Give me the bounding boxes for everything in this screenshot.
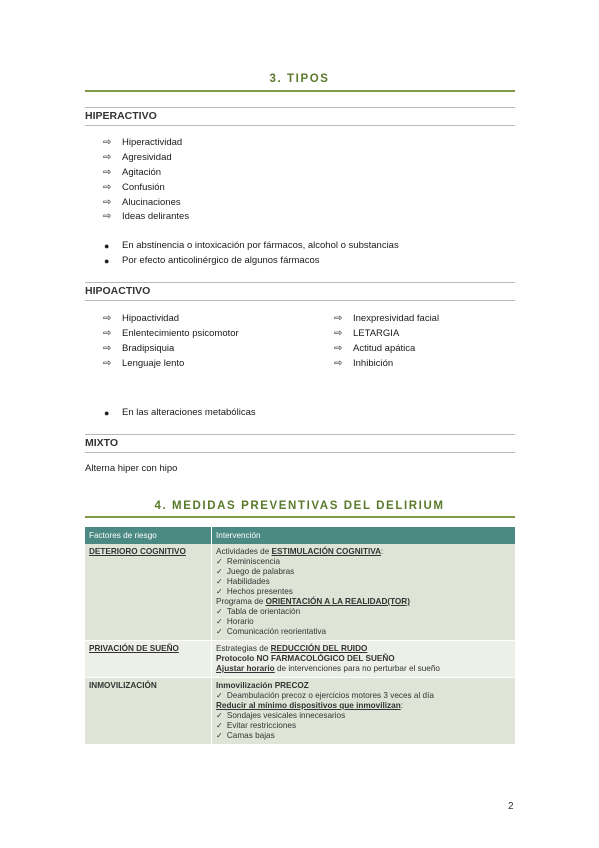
bullet-item: ● En las alteraciones metabólicas bbox=[104, 407, 256, 418]
arrow-right-icon: ⇨ bbox=[103, 343, 112, 354]
title-underline bbox=[85, 516, 515, 518]
list-item: ⇨ Enlentecimiento psicomotor bbox=[103, 328, 239, 339]
divider bbox=[85, 282, 515, 283]
bullet-icon: ● bbox=[104, 407, 110, 418]
header-intervencion: Intervención bbox=[212, 527, 516, 544]
list-item: ⇨ Alucinaciones bbox=[103, 197, 181, 208]
intervention-cell: Estrategias de REDUCCIÓN DEL RUIDO Protocolo NO FARMACOLÓGICO DEL SUEÑO Ajustar horario de intervenciones para no perturbar el sueño bbox=[212, 641, 516, 678]
section-title-medidas: 4. MEDIDAS PREVENTIVAS DEL DELIRIUM bbox=[154, 500, 445, 512]
heading-mixto: MIXTO bbox=[85, 437, 119, 449]
arrow-right-icon: ⇨ bbox=[103, 182, 112, 193]
intervention-cell: Actividades de ESTIMULACIÓN COGNITIVA: ✓ Reminiscencia ✓ Juego de palabras ✓ Habilidades ✓ Hechos presentes Programa de ORIENTACIÓN A LA REALIDAD(TOR) ✓ Tabla de orientación ✓ Horario ✓ Comunicación reorientativa bbox=[212, 544, 516, 641]
arrow-right-icon: ⇨ bbox=[103, 152, 112, 163]
list-item: ⇨ Hiperactividad bbox=[103, 137, 183, 148]
arrow-right-icon: ⇨ bbox=[334, 313, 343, 324]
check-item: ✓ Deambulación precoz o ejercicios motores 3 veces al día bbox=[216, 691, 511, 701]
check-item: ✓ Tabla de orientación bbox=[216, 607, 511, 617]
bullet-icon: ● bbox=[104, 240, 110, 251]
factor-cell: INMOVILIZACIÓN bbox=[85, 678, 212, 745]
list-item: ⇨ Ideas delirantes bbox=[103, 211, 190, 222]
list-item: ⇨ Agresividad bbox=[103, 152, 172, 163]
check-item: ✓ Juego de palabras bbox=[216, 567, 511, 577]
divider bbox=[85, 452, 515, 453]
list-item: ⇨ Lenguaje lento bbox=[103, 358, 185, 369]
arrow-right-icon: ⇨ bbox=[334, 328, 343, 339]
check-item: ✓ Comunicación reorientativa bbox=[216, 627, 511, 637]
mixto-text: Alterna hiper con hipo bbox=[85, 463, 178, 474]
table-row bbox=[85, 641, 515, 678]
check-item: ✓ Horario bbox=[216, 617, 511, 627]
divider bbox=[85, 107, 515, 108]
factor-cell: PRIVACIÓN DE SUEÑO bbox=[85, 641, 212, 678]
arrow-right-icon: ⇨ bbox=[103, 197, 112, 208]
arrow-right-icon: ⇨ bbox=[334, 343, 343, 354]
header-factores: Factores de riesgo bbox=[85, 527, 212, 544]
section-title-tipos: 3. TIPOS bbox=[269, 73, 330, 85]
arrow-right-icon: ⇨ bbox=[103, 137, 112, 148]
heading-hipoactivo: HIPOACTIVO bbox=[85, 285, 151, 297]
list-item: ⇨ LETARGIA bbox=[334, 328, 400, 339]
check-item: ✓ Reminiscencia bbox=[216, 557, 511, 567]
list-item: ⇨ Bradipsiquia bbox=[103, 343, 175, 354]
divider bbox=[85, 125, 515, 126]
list-item: ⇨ Agitación bbox=[103, 167, 162, 178]
heading-hiperactivo: HIPERACTIVO bbox=[85, 110, 157, 122]
arrow-right-icon: ⇨ bbox=[103, 358, 112, 369]
list-item: ⇨ Inexpresividad facial bbox=[334, 313, 440, 324]
arrow-right-icon: ⇨ bbox=[103, 328, 112, 339]
title-underline bbox=[85, 90, 515, 92]
intervention-cell: Inmovilización PRECOZ ✓ Deambulación precoz o ejercicios motores 3 veces al día Reducir al mínimo dispositivos que inmovilizan: ✓ Sondajes vesicales innecesarios ✓ Evitar restricciones ✓ Camas bajas bbox=[212, 678, 516, 745]
bullet-item: ● Por efecto anticolinérgico de algunos fármacos bbox=[104, 255, 320, 266]
check-item: ✓ Hechos presentes bbox=[216, 587, 511, 597]
list-item: ⇨ Hipoactividad bbox=[103, 313, 180, 324]
factor-cell: DETERIORO COGNITIVO bbox=[85, 544, 212, 641]
list-item: ⇨ Confusión bbox=[103, 182, 165, 193]
table-row bbox=[85, 544, 515, 641]
arrow-right-icon: ⇨ bbox=[103, 313, 112, 324]
check-item: ✓ Sondajes vesicales innecesarios bbox=[216, 711, 511, 721]
page-number: 2 bbox=[508, 801, 514, 812]
check-item: ✓ Camas bajas bbox=[216, 731, 511, 741]
arrow-right-icon: ⇨ bbox=[103, 167, 112, 178]
table-row bbox=[85, 678, 515, 745]
arrow-right-icon: ⇨ bbox=[334, 358, 343, 369]
list-item: ⇨ Actitud apática bbox=[334, 343, 416, 354]
table-header-row bbox=[85, 527, 515, 544]
bullet-item: ● En abstinencia o intoxicación por fármacos, alcohol o substancias bbox=[104, 240, 399, 251]
divider bbox=[85, 300, 515, 301]
preventive-measures-table bbox=[85, 527, 515, 745]
arrow-right-icon: ⇨ bbox=[103, 211, 112, 222]
check-item: ✓ Evitar restricciones bbox=[216, 721, 511, 731]
divider bbox=[85, 434, 515, 435]
bullet-icon: ● bbox=[104, 255, 110, 266]
check-item: ✓ Habilidades bbox=[216, 577, 511, 587]
list-item: ⇨ Inhibición bbox=[334, 358, 394, 369]
